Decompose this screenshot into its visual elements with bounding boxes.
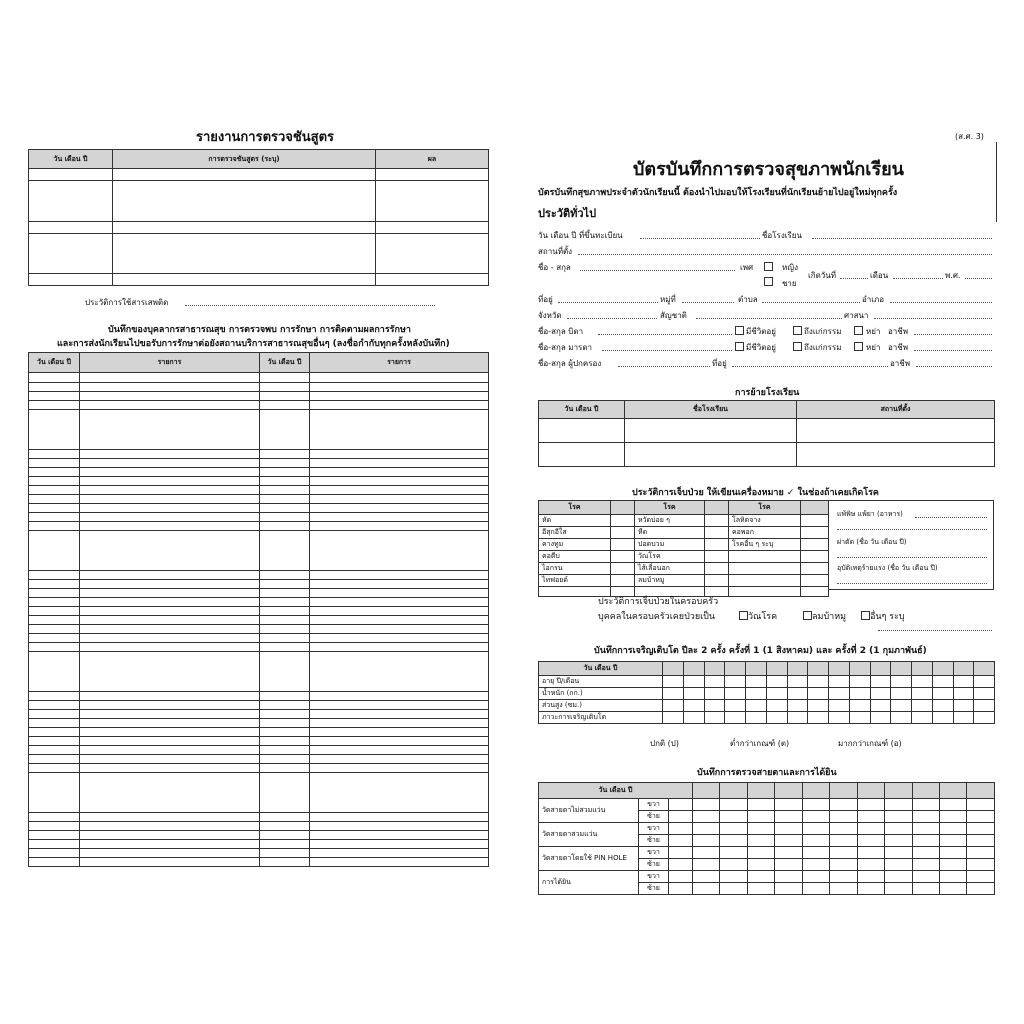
- disease-check-cell[interactable]: [611, 515, 635, 527]
- disease-header-3: โรค: [729, 501, 801, 515]
- vision-side-label: ซ้าย: [639, 835, 669, 847]
- disease-name: ปอดบวม: [635, 539, 705, 551]
- family-other-checkbox[interactable]: [861, 611, 870, 620]
- disease-name: หืด: [635, 527, 705, 539]
- record-row: [29, 450, 489, 459]
- transfer-header-school: ชื่อโรงเรียน: [625, 401, 797, 419]
- record-row: [29, 728, 489, 737]
- disease-check-cell[interactable]: [801, 539, 829, 551]
- field-birth-date: เกิดวันที่: [808, 271, 837, 280]
- disease-table: [538, 500, 829, 597]
- field-guardian: ชื่อ-สกุล ผู้ปกครอง: [538, 359, 602, 368]
- student-name-line: [580, 270, 735, 271]
- disease-check-cell[interactable]: [801, 575, 829, 587]
- field-moo: หมู่ที่: [660, 295, 676, 304]
- female-checkbox[interactable]: [764, 262, 773, 271]
- record-row: [29, 495, 489, 504]
- disease-check-cell[interactable]: [801, 551, 829, 563]
- growth-row: [539, 676, 995, 688]
- record-row: [29, 383, 489, 392]
- father-name-line: [598, 334, 732, 335]
- disease-name: ไอกรน: [539, 563, 611, 575]
- form-code: (ส.ศ. 3): [955, 132, 984, 141]
- record-table: [28, 352, 489, 867]
- mother-name-line: [602, 350, 732, 351]
- school-line: [812, 238, 992, 239]
- label-female: หญิง: [782, 263, 798, 272]
- disease-name: คอตีบ: [539, 551, 611, 563]
- family-other-line: [878, 630, 992, 631]
- growth-legend-under: ต่ำกว่าเกณฑ์ (ต): [730, 739, 790, 748]
- disease-row: [539, 575, 829, 587]
- tambon-line: [762, 302, 860, 303]
- record-row: [29, 625, 489, 634]
- record-row: [29, 822, 489, 831]
- disease-name: คางทูม: [539, 539, 611, 551]
- father-job-line: [914, 334, 992, 335]
- field-student-name: ชื่อ - สกุล: [538, 263, 571, 272]
- vision-side-label: ขวา: [639, 871, 669, 883]
- illness-notes-box: [828, 500, 994, 590]
- disease-check-cell[interactable]: [705, 575, 729, 587]
- male-checkbox[interactable]: [764, 277, 773, 286]
- father-alive-label: มีชีวิตอยู่: [746, 327, 776, 336]
- disease-row: [539, 539, 829, 551]
- field-religion: ศาสนา: [844, 311, 869, 320]
- field-province: จังหวัด: [538, 311, 562, 320]
- record-row: [29, 764, 489, 773]
- field-address: ที่อยู่: [538, 295, 553, 304]
- field-tambon: ตำบล: [738, 295, 758, 304]
- record-row: [29, 410, 489, 450]
- guardian-address-label: ที่อยู่: [712, 359, 727, 368]
- field-school: ชื่อโรงเรียน: [762, 231, 802, 240]
- record-row: [29, 831, 489, 840]
- vision-side-label: ขวา: [639, 847, 669, 859]
- religion-line: [874, 318, 992, 319]
- lab-table: [28, 149, 489, 286]
- transfer-table: [538, 400, 995, 467]
- record-row: [29, 840, 489, 849]
- field-location: สถานที่ตั้ง: [538, 247, 573, 256]
- disease-check-cell[interactable]: [611, 527, 635, 539]
- vision-row: [539, 871, 995, 883]
- record-row: [29, 486, 489, 495]
- vision-side-label: ขวา: [639, 799, 669, 811]
- guardian-job-line: [916, 366, 992, 367]
- growth-legend-normal: ปกติ (ป): [650, 739, 679, 748]
- record-row: [29, 459, 489, 468]
- disease-name: ลมบ้าหมู: [635, 575, 705, 587]
- disease-check-cell[interactable]: [705, 515, 729, 527]
- family-epilepsy-label: ลมบ้าหมู: [812, 612, 847, 622]
- vision-side-label: ซ้าย: [639, 811, 669, 823]
- vision-test-label: วัดสายตาไม่สวมแว่น: [539, 799, 639, 823]
- disease-name: โลหิตจาง: [729, 515, 801, 527]
- vision-row: [539, 823, 995, 835]
- record-row: [29, 589, 489, 598]
- mother-job-label: อาชีพ: [888, 343, 908, 352]
- field-birth-month: เดือน: [870, 271, 889, 280]
- disease-check-cell[interactable]: [801, 563, 829, 575]
- field-nationality: สัญชาติ: [660, 311, 687, 320]
- record-row: [29, 643, 489, 652]
- field-mother: ชื่อ-สกุล มารดา: [538, 343, 593, 352]
- record-row: [29, 477, 489, 486]
- mother-alive-label: มีชีวิตอยู่: [746, 343, 776, 352]
- record-row: [29, 373, 489, 383]
- disease-check-cell[interactable]: [705, 563, 729, 575]
- record-header-item-2: รายการ: [310, 353, 489, 373]
- label-male: ชาย: [782, 279, 797, 288]
- birth-month-line: [893, 278, 943, 279]
- record-title-line1: บันทึกของบุคลากรสาธารณสุข การตรวจพบ การรักษา การติดตามผลการรักษา: [108, 325, 411, 335]
- record-row: [29, 513, 489, 522]
- field-register-date: วัน เดือน ปี ที่ขึ้นทะเบียน: [538, 231, 623, 240]
- disease-check-cell[interactable]: [611, 539, 635, 551]
- accident-label: อุบัติเหตุร้ายแรง (ชื่อ วัน เดือน ปี): [837, 564, 938, 572]
- disease-name: คอพอก: [729, 527, 801, 539]
- disease-row: [539, 527, 829, 539]
- disease-check-cell[interactable]: [801, 527, 829, 539]
- growth-legend-over: มากกว่าเกณฑ์ (อ): [838, 739, 902, 748]
- mother-job-line: [914, 350, 992, 351]
- disease-name: อีสุกอีใส: [539, 527, 611, 539]
- record-title-line2: และการส่งนักเรียนไปขอรับการรักษาต่อยังสถานบริการสาธารณสุขอื่นๆ (ลงชื่อกำกับทุกครั้งหลังบันทึก): [57, 339, 450, 349]
- record-row: [29, 580, 489, 589]
- record-row: [29, 710, 489, 719]
- vision-side-label: ขวา: [639, 823, 669, 835]
- illness-title: ประวัติการเจ็บป่วย ให้เขียนเครื่องหมาย ✓ ในช่องถ้าเคยเกิดโรค: [632, 488, 879, 498]
- page-edge-line: [996, 142, 997, 222]
- lab-header-date: วัน เดือน ปี: [29, 150, 113, 169]
- family-illness-title: ประวัติการเจ็บป่วยในครอบครัว: [598, 597, 719, 607]
- record-row: [29, 858, 489, 867]
- record-row: [29, 755, 489, 764]
- record-row: [29, 719, 489, 728]
- vision-side-label: ซ้าย: [639, 859, 669, 871]
- family-tb-label: วัณโรค: [748, 612, 778, 622]
- growth-row-label: ส่วนสูง (ซม.): [539, 700, 663, 712]
- birth-year-line: [965, 278, 992, 279]
- guardian-name-line: [618, 366, 710, 367]
- mother-divorced-checkbox[interactable]: [854, 342, 863, 351]
- disease-row: [539, 515, 829, 527]
- record-row: [29, 571, 489, 580]
- surgery-label: ผ่าตัด (ชื่อ วัน เดือน ปี): [837, 538, 907, 546]
- mother-dead-checkbox[interactable]: [793, 342, 802, 351]
- vision-header: วัน เดือน ปี: [539, 783, 693, 799]
- record-row: [29, 813, 489, 822]
- disease-name: วัณโรค: [635, 551, 705, 563]
- card-title: บัตรบันทึกการตรวจสุขภาพนักเรียน: [633, 159, 904, 180]
- province-line: [567, 318, 657, 319]
- family-tb-checkbox[interactable]: [739, 611, 748, 620]
- father-dead-checkbox[interactable]: [793, 326, 802, 335]
- vision-test-label: วัดสายตาสวมแว่น: [539, 823, 639, 847]
- record-header-date-1: วัน เดือน ปี: [29, 353, 80, 373]
- disease-name: ไส้เลื่อนอก: [635, 563, 705, 575]
- general-history-heading: ประวัติทั่วไป: [538, 207, 597, 220]
- moo-line: [682, 302, 734, 303]
- growth-title: บันทึกการเจริญเติบโต ปีละ 2 ครั้ง ครั้งที่ 1 (1 สิงหาคม) และ ครั้งที่ 2 (1 กุมภาพันธ์): [594, 646, 927, 656]
- birth-date-line: [840, 278, 868, 279]
- record-row: [29, 634, 489, 643]
- disease-name: โรคอื่น ๆ ระบุ: [729, 539, 801, 551]
- father-alive-checkbox[interactable]: [735, 326, 744, 335]
- disease-check-cell[interactable]: [705, 539, 729, 551]
- record-header-date-2: วัน เดือน ปี: [260, 353, 310, 373]
- disease-header-2: โรค: [635, 501, 705, 515]
- field-father: ชื่อ-สกุล บิดา: [538, 327, 584, 336]
- field-sex: เพศ: [740, 263, 754, 272]
- drug-history-line: [185, 305, 435, 306]
- record-row: [29, 773, 489, 813]
- vision-side-label: ซ้าย: [639, 883, 669, 895]
- growth-row: [539, 712, 995, 724]
- record-row: [29, 504, 489, 513]
- growth-table: [538, 661, 995, 724]
- record-row: [29, 468, 489, 477]
- transfer-header-location: สถานที่ตั้ง: [797, 401, 995, 419]
- register-date-line: [640, 238, 760, 239]
- father-job-label: อาชีพ: [888, 327, 908, 336]
- disease-check-cell[interactable]: [611, 551, 635, 563]
- field-birth-year: พ.ศ.: [945, 271, 961, 280]
- record-row: [29, 401, 489, 410]
- record-row: [29, 737, 489, 746]
- vision-row: [539, 799, 995, 811]
- disease-name: [729, 563, 801, 575]
- card-subtitle: บัตรบันทึกสุขภาพประจำตัวนักเรียนนี้ ต้องนำไปมอบให้โรงเรียนที่นักเรียนย้ายไปอยู่ใหม่ทุกครั้ง: [538, 188, 898, 198]
- drug-history-label: ประวัติการใช้สารเสพติด: [85, 298, 169, 307]
- lab-header-test: การตรวจชันสูตร (ระบุ): [113, 150, 376, 169]
- family-other-label: อื่นๆ ระบุ: [870, 612, 905, 622]
- record-row: [29, 746, 489, 755]
- transfer-title: การย้ายโรงเรียน: [735, 388, 800, 398]
- disease-name: ไทฟอยด์: [539, 575, 611, 587]
- vision-title: บันทึกการตรวจสายตาและการได้ยิน: [697, 768, 837, 778]
- mother-divorced-label: หย่า: [866, 343, 881, 352]
- disease-row: [539, 563, 829, 575]
- disease-check-cell[interactable]: [611, 575, 635, 587]
- disease-check-cell[interactable]: [801, 515, 829, 527]
- vision-test-label: การได้ยิน: [539, 871, 639, 895]
- father-divorced-checkbox[interactable]: [854, 326, 863, 335]
- vision-row: [539, 847, 995, 859]
- disease-check-cell[interactable]: [705, 551, 729, 563]
- growth-row: [539, 662, 995, 676]
- record-row: [29, 598, 489, 607]
- transfer-header-date: วัน เดือน ปี: [539, 401, 625, 419]
- growth-row: [539, 688, 995, 700]
- disease-name: หวัดบ่อย ๆ: [635, 515, 705, 527]
- address-line: [558, 302, 658, 303]
- disease-name: [729, 551, 801, 563]
- father-dead-label: ถึงแก่กรรม: [804, 327, 842, 336]
- record-row: [29, 701, 489, 710]
- vision-table: [538, 782, 995, 895]
- record-row: [29, 531, 489, 571]
- lab-header-result: ผล: [376, 150, 489, 169]
- location-line: [578, 254, 992, 255]
- growth-row: [539, 700, 995, 712]
- disease-name: [729, 575, 801, 587]
- vision-test-label: วัดสายตาโดยใช้ PIN HOLE: [539, 847, 639, 871]
- guardian-address-line: [732, 366, 888, 367]
- growth-row-label: วัน เดือน ปี: [539, 662, 663, 676]
- lab-report-title: รายงานการตรวจชันสูตร: [196, 130, 334, 145]
- record-row: [29, 849, 489, 858]
- disease-header-1: โรค: [539, 501, 611, 515]
- field-amphoe: อำเภอ: [862, 295, 885, 304]
- family-epilepsy-checkbox[interactable]: [803, 611, 812, 620]
- record-header-item-1: รายการ: [80, 353, 260, 373]
- disease-row: [539, 551, 829, 563]
- father-divorced-label: หย่า: [866, 327, 881, 336]
- guardian-job-label: อาชีพ: [890, 359, 910, 368]
- amphoe-line: [890, 302, 992, 303]
- family-illness-line: บุคคลในครอบครัวเคยป่วยเป็น: [598, 612, 716, 622]
- disease-name: หัด: [539, 515, 611, 527]
- growth-row-label: ภาวะการเจริญเติบโต: [539, 712, 663, 724]
- record-row: [29, 652, 489, 692]
- growth-row-label: อายุ ปี/เดือน: [539, 676, 663, 688]
- disease-check-cell[interactable]: [611, 563, 635, 575]
- record-row: [29, 392, 489, 401]
- record-row: [29, 692, 489, 701]
- allergy-label: แพ้พิษ แพ้ยา (อาหาร): [837, 510, 903, 518]
- nationality-line: [696, 318, 842, 319]
- record-row: [29, 522, 489, 531]
- mother-alive-checkbox[interactable]: [735, 342, 744, 351]
- growth-row-label: น้ำหนัก (กก.): [539, 688, 663, 700]
- disease-check-cell[interactable]: [705, 527, 729, 539]
- record-row: [29, 607, 489, 616]
- mother-dead-label: ถึงแก่กรรม: [804, 343, 842, 352]
- record-row: [29, 616, 489, 625]
